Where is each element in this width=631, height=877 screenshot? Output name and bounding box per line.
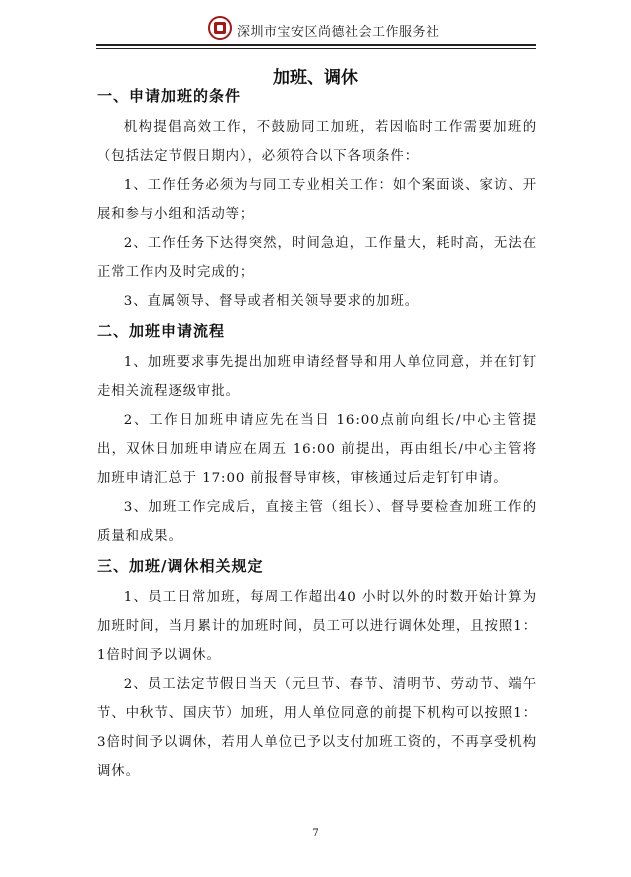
document-body [97,85,537,786]
paragraph: 1、工作任务必须为与同工专业相关工作：如个案面谈、家访、开展和参与小组和活动等； [97,178,537,222]
paragraph: 1、员工日常加班，每周工作超出40 小时以外的时数开始计算为加班时间，当月累计的加班时间，员工可以进行调休处理，且按照1：1倍时间予以调休。 [97,590,537,663]
header-rule-thick [96,44,536,46]
paragraph: 机构提倡高效工作，不鼓励同工加班，若因临时工作需要加班的（包括法定节假日期内），必须符合以下各项条件： [97,120,537,164]
section-heading: 二、加班申请流程 [97,322,226,340]
paragraph: 2、员工法定节假日当天（元旦节、春节、清明节、劳动节、端午节、中秋节、国庆节）加班，用人单位同意的前提下机构可以按照1：3倍时间予以调休，若用人单位已予以支付加班工资的，不再享受机构调休。 [97,677,537,779]
paragraph: 3、直属领导、督导或者相关领导要求的加班。 [123,294,420,309]
paragraph: 3、加班工作完成后，直接主管（组长）、督导要检查加班工作的质量和成果。 [97,500,537,544]
paragraph: 1、加班要求事先提出加班申请经督导和用人单位同意，并在钉钉走相关流程逐级审批。 [97,355,537,399]
header-rule-thin [96,48,536,49]
section-heading: 一、申请加班的条件 [97,87,242,105]
organization-name: 深圳市宝安区尚德社会工作服务社 [237,25,440,40]
page-title: 加班、调休 [273,68,358,88]
page-header [96,16,536,52]
page-number: 7 [312,828,319,839]
seal-mark-center [217,25,223,31]
paragraph: 2、工作任务下达得突然，时间急迫，工作量大，耗时高，无法在正常工作内及时完成的； [97,236,537,280]
section-heading: 三、加班/调休相关规定 [97,557,264,575]
seal-logo-icon [208,16,232,40]
paragraph: 2、工作日加班申请应先在当日 16:00点前向组长/中心主管提出，双休日加班申请应在周五 16:00 前提出，再由组长/中心主管将加班申请汇总于 17:00 前报督导审核，审核通过后走钉钉申请。 [97,413,537,486]
